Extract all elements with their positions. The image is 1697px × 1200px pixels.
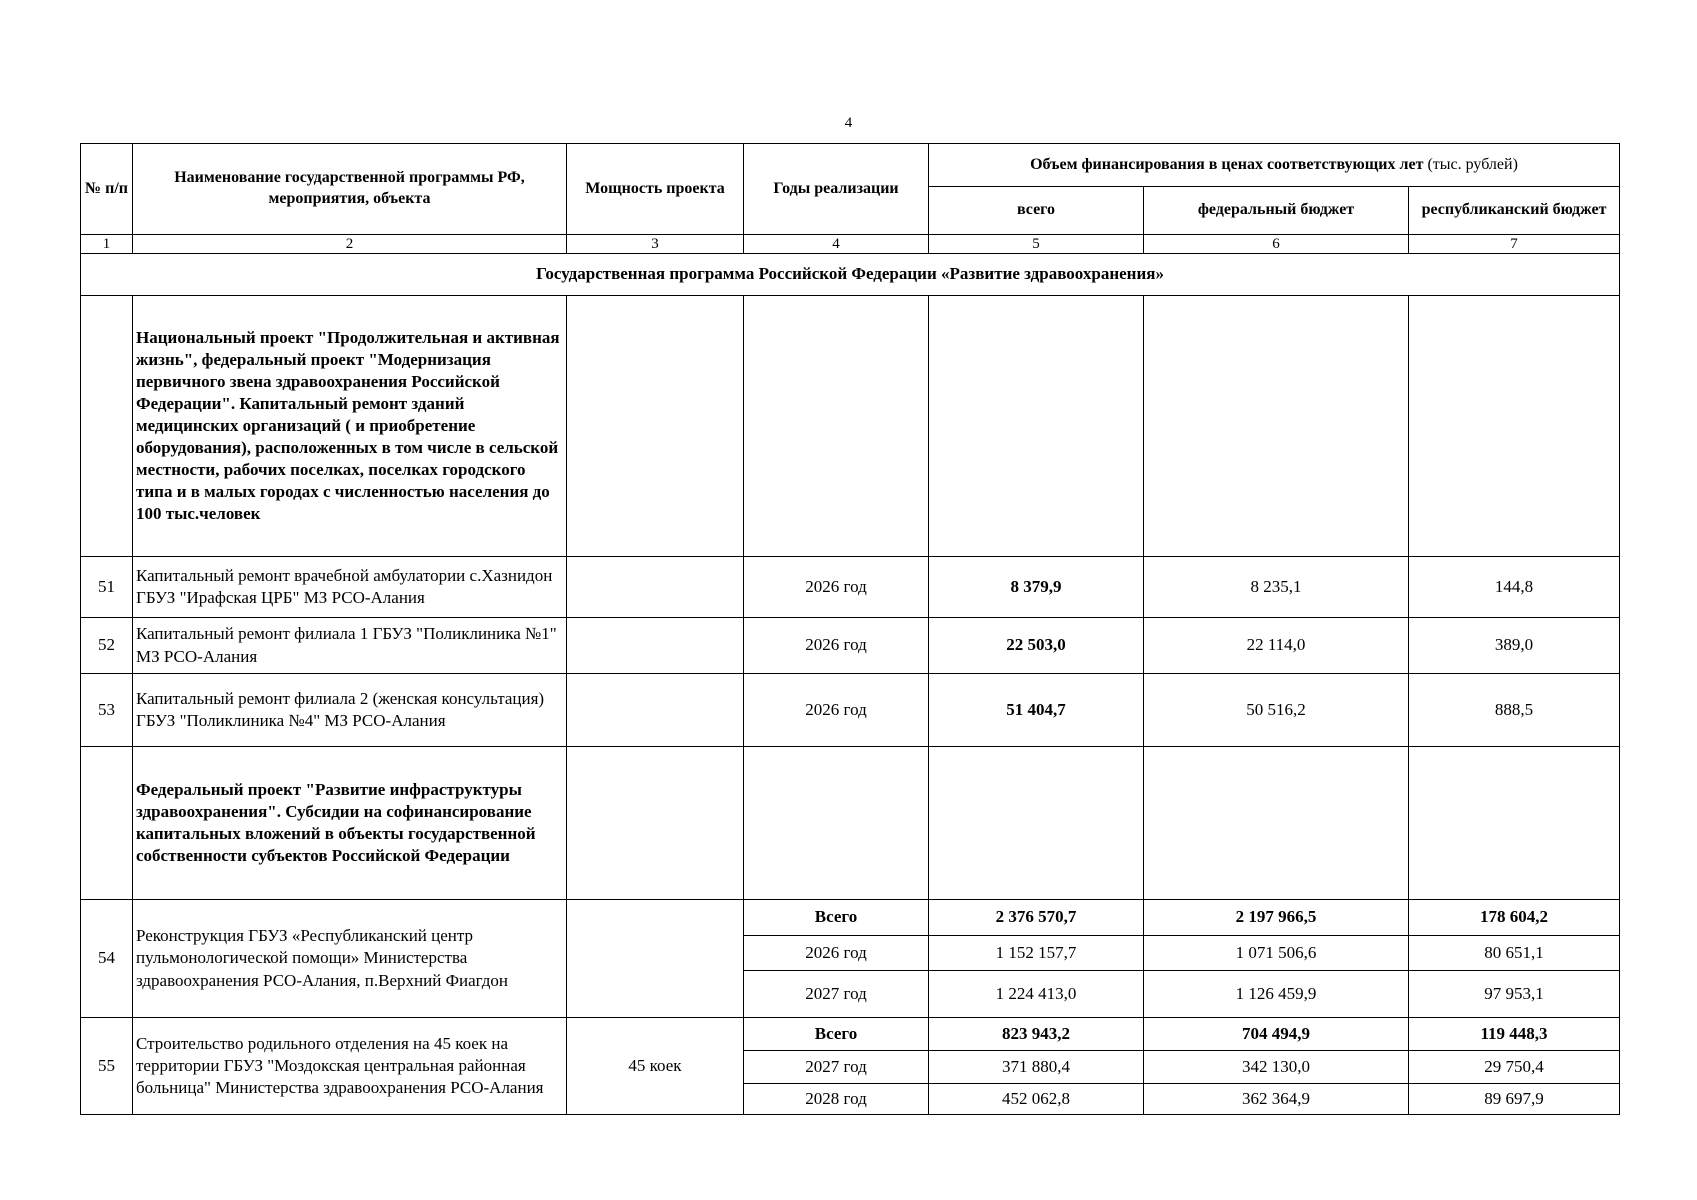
table-row [81,674,1620,747]
program-row [81,254,1620,296]
row-republic: 389,0 [1409,618,1620,674]
row-total: 1 224 413,0 [929,971,1144,1018]
row-year: 2026 год [744,557,929,618]
empty-cell [81,296,133,557]
header-capacity: Мощность проекта [567,144,744,235]
row-year: 2028 год [744,1084,929,1115]
column-index-row [81,235,1620,254]
row-name: Капитальный ремонт филиала 2 (женская консультация) ГБУЗ "Поликлиника №4" МЗ РСО-Алания [133,674,567,747]
row-year: 2026 год [744,618,929,674]
empty-cell [567,296,744,557]
section2-title: Федеральный проект "Развитие инфраструктуры здравоохранения". Субсидии на софинансирование капитальных вложений в объекты государственной собственности субъектов Российской Федерации [133,747,567,900]
header-total: всего [929,187,1144,235]
row-num: 52 [81,618,133,674]
row-name: Строительство родильного отделения на 45 коек на территории ГБУЗ "Моздокская центральная районная больница" Министерства здравоохранения РСО-Алания [133,1018,567,1115]
column-index: 6 [1144,235,1409,254]
empty-cell [929,296,1144,557]
empty-cell [1144,296,1409,557]
row-name: Реконструкция ГБУЗ «Республиканский центр пульмонологической помощи» Министерства здравоохранения РСО-Алания, п.Верхний Фиагдон [133,900,567,1018]
header-row [81,144,1620,187]
row-total: 452 062,8 [929,1084,1144,1115]
table-row [81,1018,1620,1051]
row-federal: 1 071 506,6 [1144,936,1409,971]
row-total: 51 404,7 [929,674,1144,747]
header-num: № п/п [81,144,133,235]
row-federal: 342 130,0 [1144,1051,1409,1084]
row-federal: 704 494,9 [1144,1018,1409,1051]
header-years: Годы реализации [744,144,929,235]
column-index: 1 [81,235,133,254]
empty-cell [929,747,1144,900]
row-name: Капитальный ремонт филиала 1 ГБУЗ "Поликлиника №1" МЗ РСО-Алания [133,618,567,674]
row-capacity [567,618,744,674]
row-capacity [567,557,744,618]
row-year: Всего [744,1018,929,1051]
row-federal: 1 126 459,9 [1144,971,1409,1018]
table-row [81,557,1620,618]
row-total: 2 376 570,7 [929,900,1144,936]
header-name: Наименование государственной программы РФ, мероприятия, объекта [133,144,567,235]
row-total: 8 379,9 [929,557,1144,618]
row-total: 22 503,0 [929,618,1144,674]
empty-cell [567,747,744,900]
row-num: 51 [81,557,133,618]
section1-row [81,296,1620,557]
row-republic: 178 604,2 [1409,900,1620,936]
column-index: 4 [744,235,929,254]
row-year: 2026 год [744,936,929,971]
row-capacity: 45 коек [567,1018,744,1115]
row-republic: 97 953,1 [1409,971,1620,1018]
row-num: 55 [81,1018,133,1115]
row-republic: 144,8 [1409,557,1620,618]
row-federal: 22 114,0 [1144,618,1409,674]
row-federal: 8 235,1 [1144,557,1409,618]
row-capacity [567,674,744,747]
header-funding-unit: (тыс. рублей) [1427,155,1518,173]
page-number: 4 [844,115,853,131]
row-republic: 89 697,9 [1409,1084,1620,1115]
row-total: 823 943,2 [929,1018,1144,1051]
empty-cell [744,296,929,557]
column-index: 2 [133,235,567,254]
row-republic: 119 448,3 [1409,1018,1620,1051]
empty-cell [1409,747,1620,900]
row-name: Капитальный ремонт врачебной амбулатории с.Хазнидон ГБУЗ "Ирафская ЦРБ" МЗ РСО-Алания [133,557,567,618]
row-capacity [567,900,744,1018]
row-federal: 50 516,2 [1144,674,1409,747]
empty-cell [1144,747,1409,900]
row-federal: 2 197 966,5 [1144,900,1409,936]
header-republic: республиканский бюджет [1409,187,1620,235]
empty-cell [744,747,929,900]
row-num: 54 [81,900,133,1018]
row-year: 2027 год [744,971,929,1018]
row-republic: 80 651,1 [1409,936,1620,971]
column-index: 7 [1409,235,1620,254]
section1-title: Национальный проект "Продолжительная и активная жизнь", федеральный проект "Модернизация первичного звена здравоохранения Российской Федерации". Капитальный ремонт зданий медицинских организаций ( и приобретение оборудования), расположенных в том числе в сельской местности, рабочих поселках, поселках городского типа и в малых городах с численностью населения до 100 тыс.человек [133,296,567,557]
section2-row [81,747,1620,900]
header-federal: федеральный бюджет [1144,187,1409,235]
row-num: 53 [81,674,133,747]
row-total: 1 152 157,7 [929,936,1144,971]
row-year: 2026 год [744,674,929,747]
empty-cell [81,747,133,900]
row-year: Всего [744,900,929,936]
program-title: Государственная программа Российской Федерации «Развитие здравоохранения» [81,254,1620,296]
column-index: 5 [929,235,1144,254]
row-republic: 888,5 [1409,674,1620,747]
empty-cell [1409,296,1620,557]
financing-table [80,143,1620,1115]
header-funding [929,144,1620,187]
row-federal: 362 364,9 [1144,1084,1409,1115]
table-row [81,618,1620,674]
row-total: 371 880,4 [929,1051,1144,1084]
column-index: 3 [567,235,744,254]
table-row [81,900,1620,936]
row-republic: 29 750,4 [1409,1051,1620,1084]
row-year: 2027 год [744,1051,929,1084]
header-funding-title: Объем финансирования в ценах соответствующих лет [1030,155,1424,173]
